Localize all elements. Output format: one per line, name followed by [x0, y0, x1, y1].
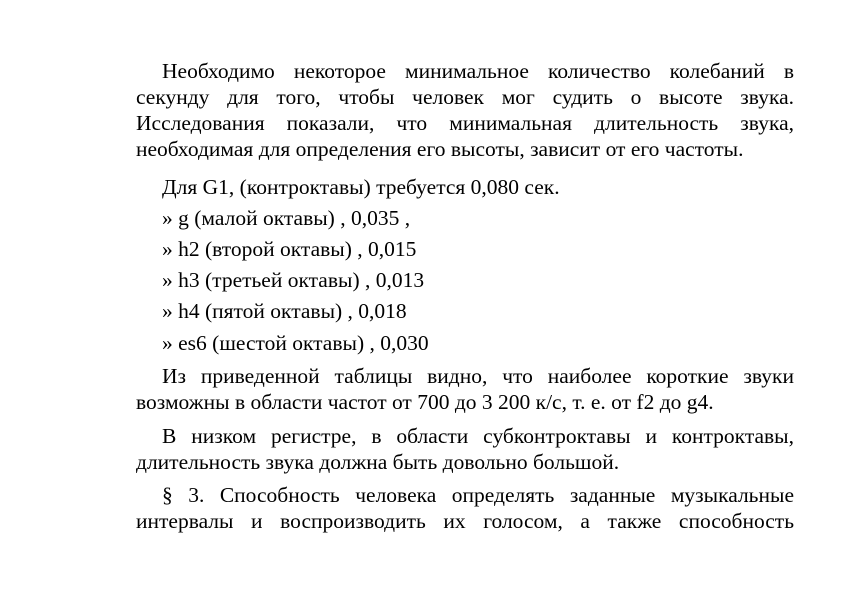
list-item-g: » g (малой октавы) , 0,035 ,	[162, 206, 411, 230]
paragraph-low-register: В низком регистре, в области субконтроктавы и контроктавы, длительность звука должна быть довольно большой.	[136, 424, 794, 474]
paragraph-section-3: § 3. Способность человека определять заданные музыкальные интервалы и воспроизводить их голосом, а также способность	[136, 483, 794, 533]
list-item-g1: Для G1, (контроктавы) требуется 0,080 сек.	[162, 175, 560, 199]
list-item-h4: » h4 (пятой октавы) , 0,018	[162, 299, 407, 323]
paragraph-intro: Необходимо некоторое минимальное количество колебаний в секунду для того, чтобы человек мог судить о высоте звука. Исследования показали, что минимальная длительность звука, необходимая для определения его высоты, зависит от его частоты.	[136, 59, 794, 161]
paragraph-table-conclusion: Из приведенной таблицы видно, что наиболее короткие звуки возможны в области частот от 700 до 3 200 к/с, т. е. от f2 до g4.	[136, 364, 794, 414]
list-item-h2: » h2 (второй октавы) , 0,015	[162, 237, 417, 261]
list-item-h3: » h3 (третьей октавы) , 0,013	[162, 268, 425, 292]
list-item-es6: » es6 (шестой октавы) , 0,030	[162, 331, 429, 355]
